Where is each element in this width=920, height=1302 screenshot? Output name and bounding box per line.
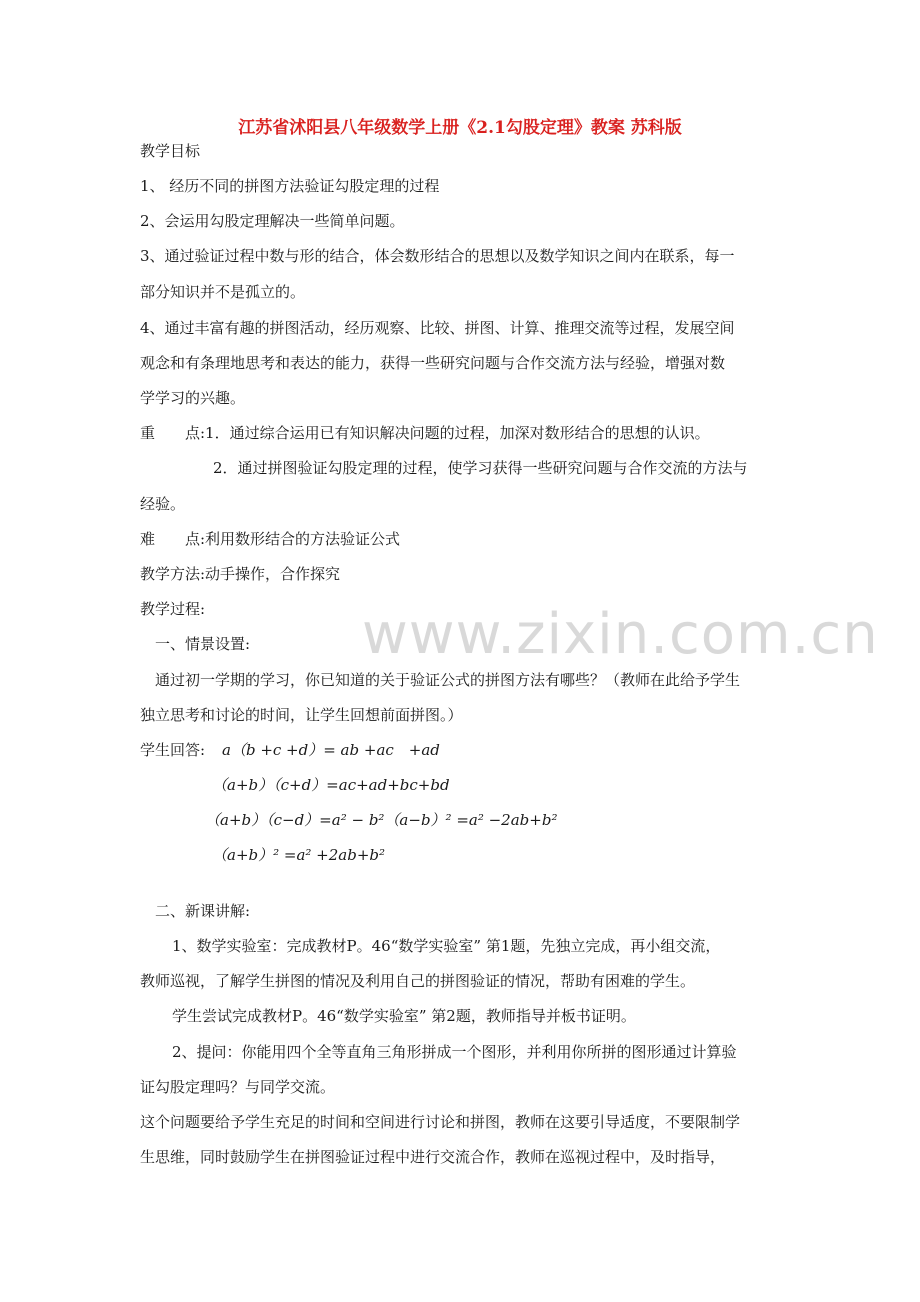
section-heading-objectives: 教学目标 — [140, 142, 201, 160]
teaching-method: 教学方法:动手操作，合作探究 — [140, 565, 341, 583]
difficulty: 难 点:利用数形结合的方法验证公式 — [140, 530, 401, 548]
question-text: 通过初一学期的学习，你已知道的关于验证公式的拼图方法有哪些？（教师在此给予学生 — [155, 671, 741, 689]
objective-4-cont2: 学学习的兴趣。 — [140, 389, 246, 407]
objective-1: 1、 经历不同的拼图方法验证勾股定理的过程 — [140, 177, 440, 195]
lab-activity-cont: 教师巡视，了解学生拼图的情况及利用自己的拼图验证的情况，帮助有困难的学生。 — [140, 972, 696, 990]
formula-2: （a+b）（c+d）=ac+ad+bc+bd — [212, 776, 450, 794]
section-2-heading: 二、新课讲解: — [155, 902, 251, 920]
question-text-cont: 独立思考和讨论的时间，让学生回想前面拼图。） — [140, 706, 463, 724]
objective-3-cont: 部分知识并不是孤立的。 — [140, 283, 306, 301]
objective-2: 2、会运用勾股定理解决一些简单问题。 — [140, 212, 405, 230]
formula-4: （a+b）² =a² +2ab+b² — [212, 846, 386, 864]
lab-activity: 1、数学实验室：完成教材P。46“数学实验室” 第1题，先独立完成，再小组交流， — [172, 937, 721, 955]
question-2: 2、提问：你能用四个全等直角三角形拼成一个图形，并利用你所拼的图形通过计算验 — [172, 1043, 737, 1061]
key-point-1: 重 点:1．通过综合运用已有知识解决问题的过程，加深对数形结合的思想的认识。 — [140, 424, 710, 442]
objective-3: 3、通过验证过程中数与形的结合，体会数形结合的思想以及数学知识之间内在联系，每一 — [140, 247, 735, 265]
guidance-text: 这个问题要给予学生充足的时间和空间进行讨论和拼图，教师在这要引导适度，不要限制学 — [140, 1113, 741, 1131]
key-point-2-cont: 经验。 — [140, 495, 186, 513]
formula-1: a（b +c +d）= ab +ac +ad — [222, 741, 440, 759]
section-1-heading: 一、情景设置: — [155, 635, 251, 653]
document-title: 江苏省沭阳县八年级数学上册《2.1勾股定理》教案 苏科版 — [238, 118, 682, 138]
teaching-process-heading: 教学过程: — [140, 600, 206, 618]
guidance-text-cont: 生思维，同时鼓励学生在拼图验证过程中进行交流合作，教师在巡视过程中，及时指导， — [140, 1148, 726, 1166]
key-point-2: 2．通过拼图验证勾股定理的过程，使学习获得一些研究问题与合作交流的方法与 — [213, 459, 748, 477]
lab-activity-2: 学生尝试完成教材P。46“数学实验室” 第2题，教师指导并板书证明。 — [172, 1007, 636, 1025]
student-answer-label: 学生回答: — [140, 741, 206, 759]
objective-4: 4、通过丰富有趣的拼图活动，经历观察、比较、拼图、计算、推理交流等过程，发展空间 — [140, 319, 735, 337]
watermark: www.zixin.com.cn — [362, 602, 879, 667]
objective-4-cont: 观念和有条理地思考和表达的能力，获得一些研究问题与合作交流方法与经验，增强对数 — [140, 354, 726, 372]
formula-3: （a+b）（c−d）=a² − b²（a−b）² =a² −2ab+b² — [205, 811, 558, 829]
question-2-cont: 证勾股定理吗？与同学交流。 — [140, 1078, 336, 1096]
